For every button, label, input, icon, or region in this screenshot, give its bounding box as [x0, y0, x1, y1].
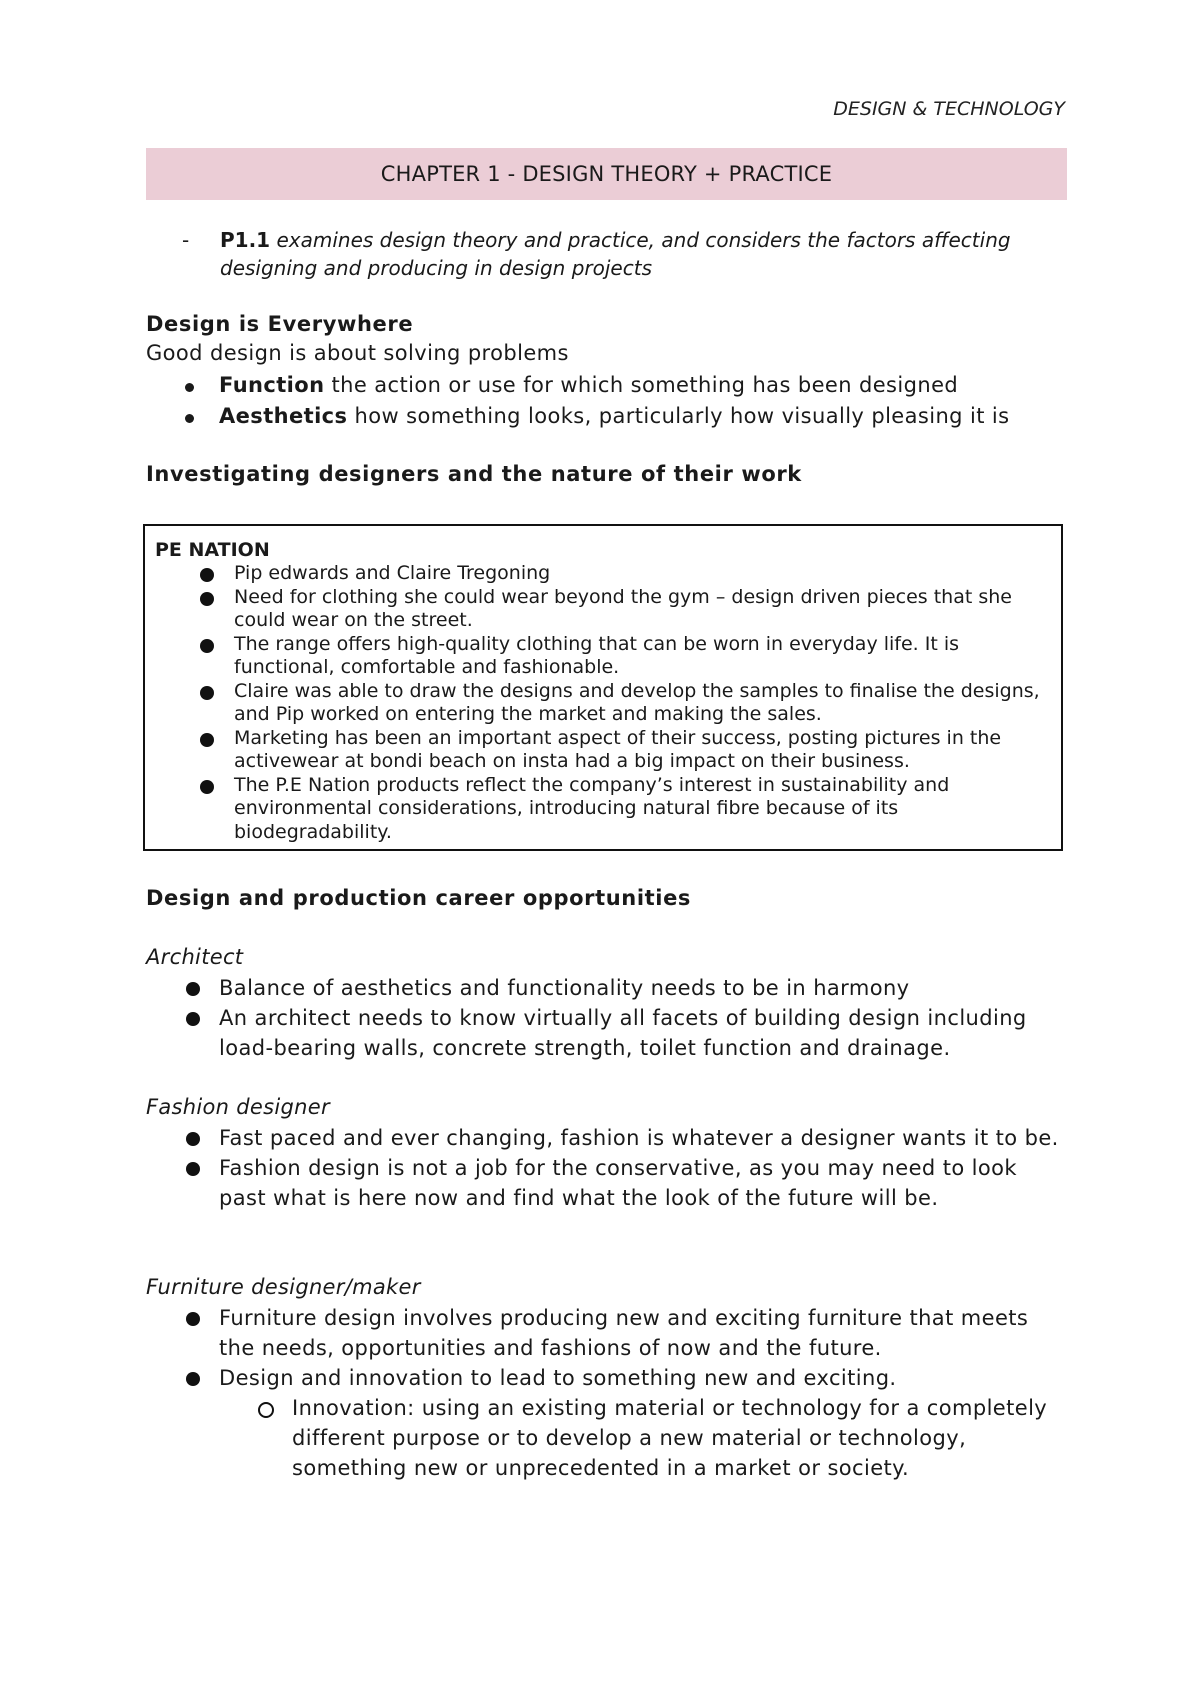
term-function: Function	[219, 373, 325, 397]
chapter-title-bar	[146, 148, 1067, 200]
list-item: The P.E Nation products reflect the company’s interest in sustainability and environmental considerations, introducing natural fibre because of its biodegradability.	[155, 774, 1051, 845]
list-item: Design and innovation to lead to something new and exciting.	[146, 1363, 1066, 1393]
list-item: Marketing has been an important aspect of their success, posting pictures in the activewear at bondi beach on insta had a big impact on their business.	[155, 727, 1051, 774]
list-item: The range offers high-quality clothing that can be worn in everyday life. It is functional, comfortable and fashionable.	[155, 633, 1051, 680]
design-everywhere-lead: Good design is about solving problems	[146, 341, 569, 365]
architect-list	[146, 973, 1066, 1063]
list-item: Fast paced and ever changing, fashion is whatever a designer wants it to be.	[146, 1123, 1066, 1153]
design-everywhere-list	[146, 370, 1066, 432]
term-desc: how something looks, particularly how visually pleasing it is	[347, 404, 1010, 428]
term-aesthetics: Aesthetics	[219, 404, 348, 428]
list-item: Need for clothing she could wear beyond the gym – design driven pieces that she could wear on the street.	[155, 586, 1051, 633]
list-item	[146, 370, 1066, 401]
list-item: Pip edwards and Claire Tregoning	[155, 562, 1051, 586]
heading-investigating: Investigating designers and the nature of their work	[146, 462, 802, 486]
term-desc: the action or use for which something has been designed	[324, 373, 959, 397]
list-item: Balance of aesthetics and functionality needs to be in harmony	[146, 973, 1066, 1003]
list-item: An architect needs to know virtually all facets of building design including load-bearing walls, concrete strength, toilet function and drainage.	[146, 1003, 1066, 1063]
intro-code: P1.1	[220, 228, 271, 252]
pe-nation-list	[155, 562, 1051, 844]
list-item	[146, 401, 1066, 432]
intro-paragraph	[182, 226, 1062, 282]
running-header: DESIGN & TECHNOLOGY	[833, 98, 1065, 120]
career-fashion-title: Fashion designer	[146, 1095, 330, 1119]
furniture-list	[146, 1303, 1066, 1483]
intro-text: examines design theory and practice, and considers the factors affecting designing and producing in design projects	[220, 228, 1011, 280]
career-architect-title: Architect	[146, 945, 244, 969]
pe-nation-title: PE NATION	[155, 539, 270, 561]
intro-dash: -	[182, 228, 190, 252]
chapter-title: CHAPTER 1 - DESIGN THEORY + PRACTICE	[380, 162, 833, 186]
list-item: Fashion design is not a job for the conservative, as you may need to look past what is here now and find what the look of the future will be.	[146, 1153, 1066, 1213]
heading-design-everywhere: Design is Everywhere	[146, 312, 414, 336]
list-item: Furniture design involves producing new and exciting furniture that meets the needs, opportunities and fashions of now and the future.	[146, 1303, 1066, 1363]
career-furniture-title: Furniture designer/maker	[146, 1275, 421, 1299]
list-item: Claire was able to draw the designs and develop the samples to finalise the designs, and Pip worked on entering the market and making the sales.	[155, 680, 1051, 727]
heading-careers: Design and production career opportunities	[146, 886, 692, 910]
list-subitem: Innovation: using an existing material or technology for a completely different purpose or to develop a new material or technology, something new or unprecedented in a market or society.	[146, 1393, 1066, 1483]
fashion-list	[146, 1123, 1066, 1213]
pe-nation-box	[143, 524, 1063, 851]
